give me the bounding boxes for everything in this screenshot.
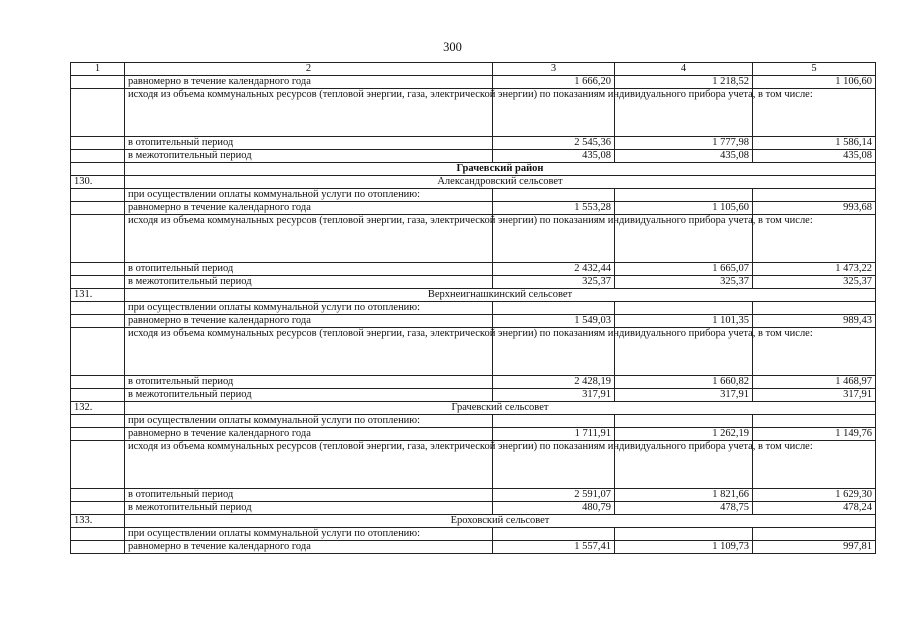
page-number: 300 [443,40,462,54]
row-number [71,489,125,502]
row-number [71,389,125,402]
table-body [71,63,876,554]
table-row [71,76,876,89]
row-number [71,528,125,541]
settlement-title: Ероховский сельсовет [125,515,876,528]
header-col-4: 4 [615,63,753,76]
value-col-3: 1 557,41 [493,541,615,554]
value-col-5: 317,91 [753,389,876,402]
row-label: исходя из объема коммунальных ресурсов (тепловой энергии, газа, электрической энергии) по показаниям индивидуального прибора учета, в том числе: [125,328,493,376]
row-number [71,189,125,202]
value-col-3: 2 432,44 [493,263,615,276]
row-number [71,202,125,215]
row-number [71,89,125,137]
table-row [71,489,876,502]
settlement-title: Грачевский сельсовет [125,402,876,415]
value-col-3 [493,528,615,541]
row-label: равномерно в течение календарного года [125,76,493,89]
value-col-3: 325,37 [493,276,615,289]
value-col-5: 1 149,76 [753,428,876,441]
table-row [71,389,876,402]
value-col-3: 1 666,20 [493,76,615,89]
row-number: 133. [71,515,125,528]
row-number: 130. [71,176,125,189]
row-label: при осуществлении оплаты коммунальной услуги по отоплению: [125,415,493,428]
row-label: в межотопительный период [125,502,493,515]
value-col-5: 1 473,22 [753,263,876,276]
row-number [71,502,125,515]
district-title: Грачевский район [125,163,876,176]
value-col-3 [493,415,615,428]
value-col-4: 1 665,07 [615,263,753,276]
row-label: исходя из объема коммунальных ресурсов (тепловой энергии, газа, электрической энергии) по показаниям индивидуального прибора учета, в том числе: [125,441,493,489]
row-number [71,137,125,150]
table-row [71,376,876,389]
value-col-5 [753,302,876,315]
value-col-4: 1 660,82 [615,376,753,389]
header-col-5: 5 [753,63,876,76]
value-col-4: 1 777,98 [615,137,753,150]
header-row [71,63,876,76]
table-row [71,428,876,441]
row-label: равномерно в течение календарного года [125,315,493,328]
table-row [71,176,876,189]
value-col-5: 1 468,97 [753,376,876,389]
row-number [71,428,125,441]
table-row [71,441,876,489]
table-row [71,202,876,215]
row-label: в отопительный период [125,376,493,389]
tariff-table [70,62,876,554]
table-row [71,315,876,328]
table-row [71,302,876,315]
row-label: в межотопительный период [125,276,493,289]
value-col-3: 480,79 [493,502,615,515]
table-row [71,163,876,176]
value-col-3: 2 428,19 [493,376,615,389]
value-col-4 [615,528,753,541]
row-label: в отопительный период [125,137,493,150]
table-row [71,189,876,202]
row-number [71,150,125,163]
row-number [71,441,125,489]
value-col-3: 2 545,36 [493,137,615,150]
row-number: 132. [71,402,125,415]
table-row [71,541,876,554]
row-number [71,328,125,376]
table-row [71,515,876,528]
header-col-1: 1 [71,63,125,76]
value-col-5: 1 629,30 [753,489,876,502]
table-row [71,276,876,289]
table-row [71,415,876,428]
row-number: 131. [71,289,125,302]
value-col-4: 1 218,52 [615,76,753,89]
settlement-title: Верхнеигнашкинский сельсовет [125,289,876,302]
table-row [71,263,876,276]
value-col-4: 317,91 [615,389,753,402]
value-col-4: 1 105,60 [615,202,753,215]
value-col-5: 1 106,60 [753,76,876,89]
row-label: в отопительный период [125,489,493,502]
value-col-3: 1 711,91 [493,428,615,441]
value-col-4: 1 101,35 [615,315,753,328]
value-col-4 [615,189,753,202]
value-col-4: 435,08 [615,150,753,163]
header-col-3: 3 [493,63,615,76]
table-row [71,328,876,376]
value-col-5: 435,08 [753,150,876,163]
value-col-5: 993,68 [753,202,876,215]
table-row [71,528,876,541]
value-col-5: 325,37 [753,276,876,289]
row-label: при осуществлении оплаты коммунальной услуги по отоплению: [125,302,493,315]
header-col-2: 2 [125,63,493,76]
value-col-5: 1 586,14 [753,137,876,150]
row-number [71,302,125,315]
table-row [71,215,876,263]
value-col-3: 435,08 [493,150,615,163]
row-label: равномерно в течение календарного года [125,202,493,215]
table-row [71,89,876,137]
value-col-4 [615,302,753,315]
row-label: исходя из объема коммунальных ресурсов (тепловой энергии, газа, электрической энергии) по показаниям индивидуального прибора учета, в том числе: [125,89,493,137]
row-label: в отопительный период [125,263,493,276]
row-number [71,376,125,389]
table-row [71,289,876,302]
settlement-title: Александровский сельсовет [125,176,876,189]
row-number [71,541,125,554]
row-number [71,215,125,263]
value-col-3 [493,302,615,315]
table-row [71,150,876,163]
row-number [71,163,125,176]
row-label: равномерно в течение календарного года [125,541,493,554]
row-number [71,263,125,276]
value-col-5: 478,24 [753,502,876,515]
value-col-5 [753,189,876,202]
value-col-3 [493,189,615,202]
row-number [71,276,125,289]
table-row [71,502,876,515]
row-number [71,415,125,428]
table-row [71,402,876,415]
value-col-4 [615,415,753,428]
row-label: в межотопительный период [125,150,493,163]
row-label: равномерно в течение календарного года [125,428,493,441]
value-col-3: 317,91 [493,389,615,402]
value-col-5 [753,528,876,541]
value-col-5: 989,43 [753,315,876,328]
value-col-3: 1 553,28 [493,202,615,215]
value-col-3: 2 591,07 [493,489,615,502]
row-label: в межотопительный период [125,389,493,402]
value-col-5: 997,81 [753,541,876,554]
row-label: при осуществлении оплаты коммунальной услуги по отоплению: [125,528,493,541]
value-col-5 [753,415,876,428]
row-number [71,76,125,89]
row-number [71,315,125,328]
value-col-4: 1 821,66 [615,489,753,502]
value-col-4: 1 109,73 [615,541,753,554]
row-label: исходя из объема коммунальных ресурсов (тепловой энергии, газа, электрической энергии) по показаниям индивидуального прибора учета, в том числе: [125,215,493,263]
row-label: при осуществлении оплаты коммунальной услуги по отоплению: [125,189,493,202]
value-col-4: 478,75 [615,502,753,515]
value-col-4: 325,37 [615,276,753,289]
value-col-4: 1 262,19 [615,428,753,441]
value-col-3: 1 549,03 [493,315,615,328]
table-row [71,137,876,150]
